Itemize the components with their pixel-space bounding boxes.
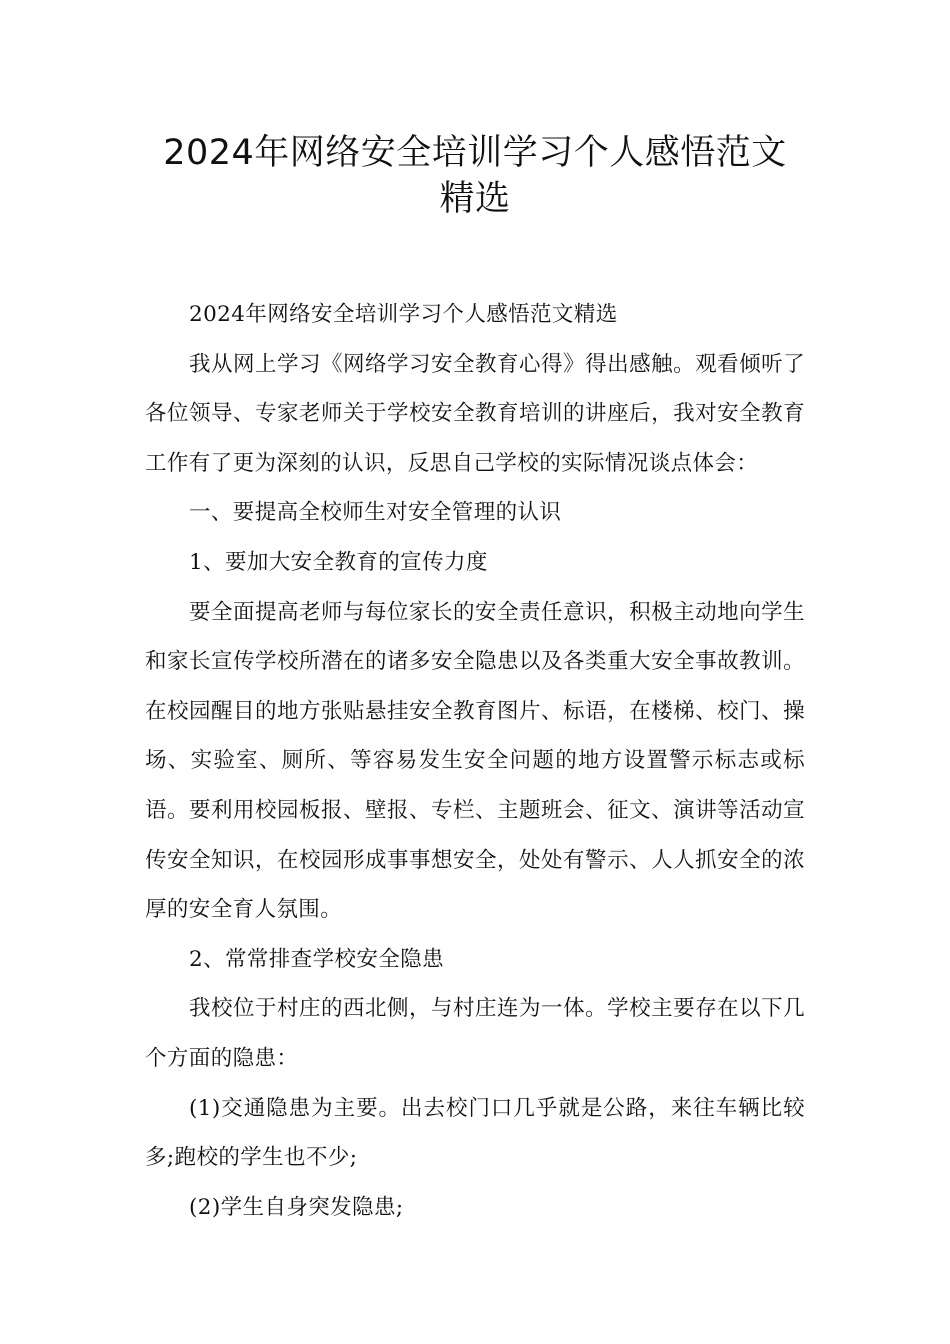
- subsection-heading-2: 2、常常排查学校安全隐患: [189, 946, 444, 972]
- subtitle-paragraph: 2024年网络安全培训学习个人感悟范文精选: [189, 302, 618, 327]
- list-item: (1)交通隐患为主要。出去校门口几乎就是公路，来往车辆比较多;跑校的学生也不少;: [145, 1095, 805, 1171]
- list-item: (2)学生自身突发隐患;: [189, 1194, 404, 1220]
- body-paragraph: 要全面提高老师与每位家长的安全责任意识，积极主动地向学生和家长宣传学校所潜在的诸多安全隐患以及各类重大安全事故教训。在校园醒目的地方张贴悬挂安全教育图片、标语，在楼梯、校门、操场、实验室、厕所、等容易发生安全问题的地方设置警示标志或标语。要利用校园板报、壁报、专栏、主题班会、征文、演讲等活动宣传安全知识，在校园形成事事想安全，处处有警示、人人抓安全的浓厚的安全育人氛围。: [145, 599, 805, 923]
- subsection-heading-1: 1、要加大安全教育的宣传力度: [189, 549, 488, 575]
- intro-paragraph: 我从网上学习《网络学习安全教育心得》得出感触。观看倾听了各位领导、专家老师关于学校安全教育培训的讲座后，我对安全教育工作有了更为深刻的认识，反思自己学校的实际情况谈点体会：: [145, 351, 805, 476]
- document-body: [145, 290, 805, 1232]
- document-title: [145, 130, 805, 222]
- title-line-1: 2024年网络安全培训学习个人感悟范文: [163, 133, 787, 173]
- document-page: [145, 0, 805, 1232]
- section-heading-1: 一、要提高全校师生对安全管理的认识: [189, 500, 562, 526]
- body-paragraph: 我校位于村庄的西北侧，与村庄连为一体。学校主要存在以下几个方面的隐患：: [145, 996, 805, 1071]
- title-line-2: 精选: [439, 179, 511, 219]
